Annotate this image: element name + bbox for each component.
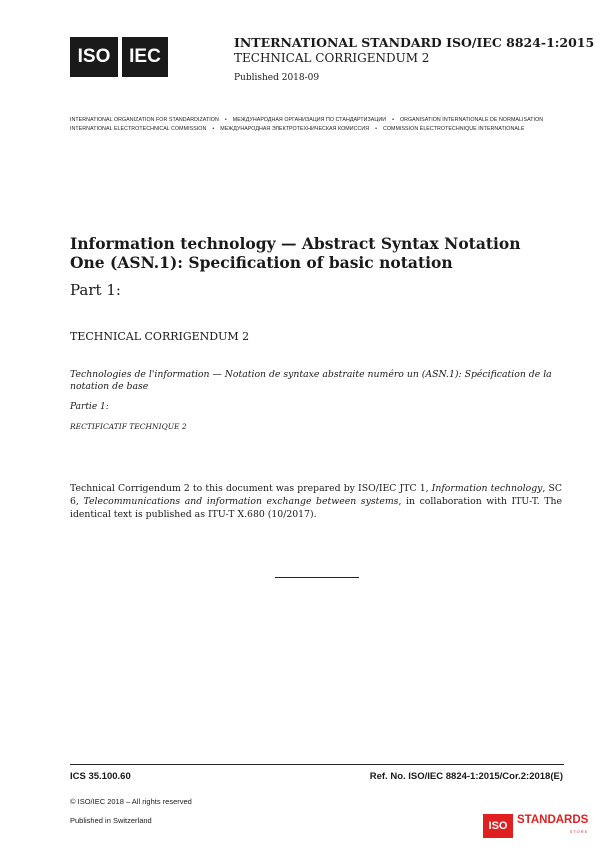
org-iec-en: INTERNATIONAL ELECTROTECHNICAL COMMISSION xyxy=(70,126,207,132)
standard-title: INTERNATIONAL STANDARD ISO/IEC 8824-1:2015 xyxy=(234,35,595,50)
reference-number: Ref. No. ISO/IEC 8824-1:2015/Cor.2:2018(E) xyxy=(369,771,563,782)
corrigendum-label: TECHNICAL CORRIGENDUM 2 xyxy=(234,51,430,65)
organization-line-2 xyxy=(70,126,524,132)
body-text-3: , in collaboration with ITU-T. The identical text is published as ITU-T X.680 (10/2017). xyxy=(70,496,562,520)
org-iso-ru: МЕЖДУНАРОДНАЯ ОРГАНИЗАЦИЯ ПО СТАНДАРТИЗАЦИИ xyxy=(232,117,387,123)
body-italic-1: Information technology xyxy=(431,483,543,494)
publication-place: Published in Switzerland xyxy=(70,816,152,825)
iso-standards-store-logo xyxy=(483,814,588,838)
foreword-paragraph xyxy=(70,482,562,521)
store-name: STANDARDS xyxy=(517,814,589,826)
document-title: Information technology — Abstract Syntax Notation One (ASN.1): Specification of basic notation xyxy=(70,234,521,272)
part-label: Part 1: xyxy=(70,281,121,299)
french-title: Technologies de l'information — Notation de syntaxe abstraite numéro un (ASN.1): Spécification de la notation de base xyxy=(70,369,552,392)
org-iso-en: INTERNATIONAL ORGANIZATION FOR STANDARDIZATION xyxy=(70,117,219,123)
org-iec-ru: МЕЖДУНАРОДНАЯ ЭЛЕКТРОТЕХНИЧЕСКАЯ КОМИССИЯ xyxy=(220,126,370,132)
footer-rule xyxy=(70,764,564,765)
body-italic-2: Telecommunications and information exchange between systems xyxy=(83,496,399,507)
french-part-label: Partie 1: xyxy=(70,402,109,412)
iec-logo: IEC xyxy=(122,37,168,77)
store-iso-badge: ISO xyxy=(483,814,513,838)
org-iec-fr: COMMISSION ÉLECTROTECHNIQUE INTERNATIONALE xyxy=(382,126,525,132)
store-wordmark xyxy=(517,815,588,837)
body-text-1: Technical Corrigendum 2 to this document was prepared by ISO/IEC JTC 1, xyxy=(70,483,432,494)
body-text-2: , SC 6, xyxy=(70,483,562,507)
iso-logo: ISO xyxy=(70,37,118,77)
copyright-notice: © ISO/IEC 2018 – All rights reserved xyxy=(70,797,192,806)
publisher-logos xyxy=(70,37,168,77)
separator-dot: • xyxy=(392,117,394,123)
org-iso-fr: ORGANISATION INTERNATIONALE DE NORMALISATION xyxy=(399,117,544,123)
ics-code: ICS 35.100.60 xyxy=(70,771,131,782)
french-corrigendum: RECTIFICATIF TECHNIQUE 2 xyxy=(70,422,187,431)
separator-dot: • xyxy=(212,126,215,132)
published-date: Published 2018-09 xyxy=(234,73,320,83)
corrigendum-heading: TECHNICAL CORRIGENDUM 2 xyxy=(70,330,250,343)
store-sub: STORE xyxy=(569,829,589,834)
center-divider xyxy=(275,577,359,578)
separator-dot: • xyxy=(224,117,227,123)
organization-line-1 xyxy=(70,117,543,123)
separator-dot: • xyxy=(375,126,377,132)
